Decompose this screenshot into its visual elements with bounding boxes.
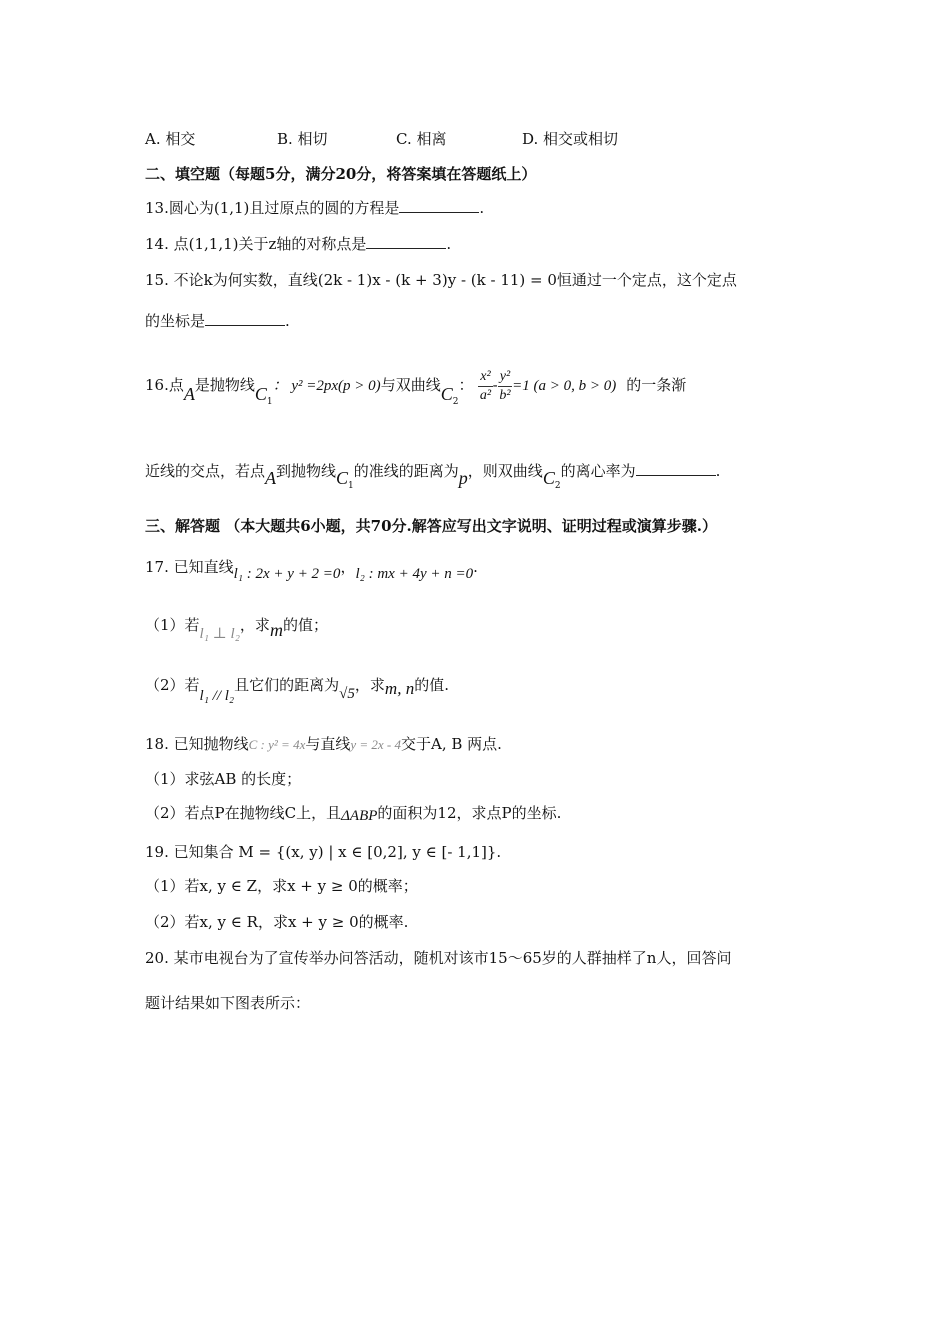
q17-p1-m: m: [269, 620, 283, 640]
q18-p2-tri: ΔABP: [341, 808, 378, 824]
q14-text: 14. 点(1,1,1)关于z轴的对称点是: [145, 235, 367, 253]
option-c: C. 相离: [396, 130, 447, 148]
option-a: A. 相交: [145, 130, 196, 148]
q16-c1: C: [254, 384, 267, 404]
q16-l2-e: 的离心率为: [560, 462, 636, 480]
q16-c1-sub: 1: [266, 397, 273, 407]
q17-p2-d: 的值.: [414, 676, 449, 694]
q17-end: .: [473, 558, 478, 576]
q16-c2-sub: 2: [452, 397, 459, 407]
q18-stem: 18. 已知抛物线: [145, 735, 249, 753]
q17-sep: ，: [340, 558, 356, 576]
question-18-stem: [145, 734, 502, 755]
q14-blank: [366, 234, 446, 249]
q17-p2-c: ，求: [354, 676, 385, 694]
q18-p2-b: 的面积为12，求点P的坐标.: [377, 804, 562, 822]
q17-l1: l₁ : 2x + y + 2 =0: [233, 566, 341, 582]
q13-blank: [399, 198, 479, 213]
q18-mid: 与直线: [305, 735, 351, 753]
q18-parabola: C : y² = 4x: [248, 737, 306, 752]
q17-l2: l₂ : mx + 4y + n =0: [355, 566, 474, 582]
q15-blank: [205, 311, 285, 326]
question-16-line1: [145, 362, 686, 414]
q14-end: .: [446, 235, 452, 253]
q16-l2-d: ，则双曲线: [467, 462, 543, 480]
section3-heading: 三、解答题 （本大题共6小题，共70分.解答应写出文字说明、证明过程或演算步骤.）: [145, 517, 717, 535]
question-17-part1: [145, 614, 328, 642]
q15-end: .: [285, 312, 290, 330]
q17-p2-mn: m, n: [384, 679, 415, 698]
question-15-line1: 15. 不论k为何实数，直线(2k - 1)x - (k + 3)y - (k - 11) = 0恒通过一个定点，这个定点: [145, 271, 737, 289]
q13-end: .: [479, 199, 485, 217]
question-19-stem: 19. 已知集合 M = {(x, y) | x ∈ [0,2], y ∈ [- 1,1]}.: [145, 843, 502, 861]
question-20-line2: 题计结果如下图表所示：: [145, 994, 311, 1012]
q16-prefix: 16.点: [145, 376, 184, 394]
question-19-part2: （2）若x, y ∈ R，求x + y ≥ 0的概率.: [145, 913, 409, 931]
q15-line2-text: 的坐标是: [145, 312, 206, 330]
q16-b2: b²: [499, 387, 511, 403]
question-14: [145, 234, 451, 254]
question-13: [145, 198, 484, 218]
q17-stem: 17. 已知直线: [145, 558, 234, 576]
q17-p1-b: ，求: [239, 616, 270, 634]
q17-p2-cond: l₁ // l₂: [199, 688, 235, 704]
q16-l2-c2: C: [542, 468, 555, 488]
q16-parabola-eq: ： y² =2px(p > 0): [272, 378, 381, 394]
q16-a2: a²: [479, 387, 492, 403]
q16-blank: [636, 461, 716, 476]
q17-p1-c: 的值；: [282, 616, 328, 634]
q16-c2: C: [440, 384, 453, 404]
section2-heading: 二、填空题（每题5分，满分20分，将答案填在答题纸上）: [145, 165, 537, 183]
q16-l2-point-a: A: [265, 468, 277, 488]
q17-p1-a: （1）若: [145, 616, 200, 634]
q17-p2-sqrt: √5: [339, 686, 355, 702]
q16-l2-c1: C: [336, 468, 349, 488]
q16-is-parabola: 是抛物线: [194, 376, 255, 394]
q16-minus: -: [492, 376, 498, 394]
q16-l2-c1-sub: 1: [348, 481, 354, 491]
q16-x2: x²: [478, 368, 492, 387]
question-15-line2: [145, 311, 290, 331]
q16-point-a: A: [183, 384, 195, 404]
question-17-stem: [145, 557, 478, 582]
q16-l2-a: 近线的交点，若点: [145, 462, 266, 480]
q16-with-hyperbola: 与双曲线: [380, 376, 441, 394]
option-d: D. 相交或相切: [522, 130, 619, 148]
question-20-line1: 20. 某市电视台为了宣传举办问答活动，随机对该市15～65岁的人群抽样了n人，回答问: [145, 949, 732, 967]
q16-tail: 的一条渐: [626, 376, 687, 394]
q18-tail: 交于A, B 两点.: [401, 735, 502, 753]
q17-p1-cond: l₁ ⊥ l₂: [199, 626, 240, 642]
q16-y2: y²: [498, 368, 512, 387]
question-16-line2: [145, 456, 720, 492]
q18-p2-a: （2）若点P在抛物线C上，且: [145, 804, 342, 822]
q16-end: .: [715, 462, 721, 480]
q17-p2-a: （2）若: [145, 676, 200, 694]
q16-l2-c2-sub: 2: [554, 481, 561, 491]
q13-text: 13.圆心为(1,1)且过原点的圆的方程是: [145, 199, 400, 217]
question-18-part2: [145, 803, 561, 824]
q16-frac-x: [478, 368, 492, 405]
q16-frac-y: [498, 368, 512, 405]
q16-l2-c: 的准线的距离为: [353, 462, 459, 480]
q16-l2-p: p: [458, 468, 468, 488]
q17-p2-b: 且它们的距离为: [234, 676, 340, 694]
question-18-part1: （1）求弦AB 的长度；: [145, 770, 302, 788]
q16-eq-rest: =1 (a > 0, b > 0): [512, 378, 617, 394]
option-b: B. 相切: [277, 130, 328, 148]
q16-colon: ：: [458, 376, 474, 394]
question-17-part2: [145, 675, 449, 704]
q16-l2-b: 到抛物线: [276, 462, 337, 480]
q18-line: y = 2x - 4: [350, 737, 402, 752]
question-19-part1: （1）若x, y ∈ Z，求x + y ≥ 0的概率；: [145, 877, 418, 895]
